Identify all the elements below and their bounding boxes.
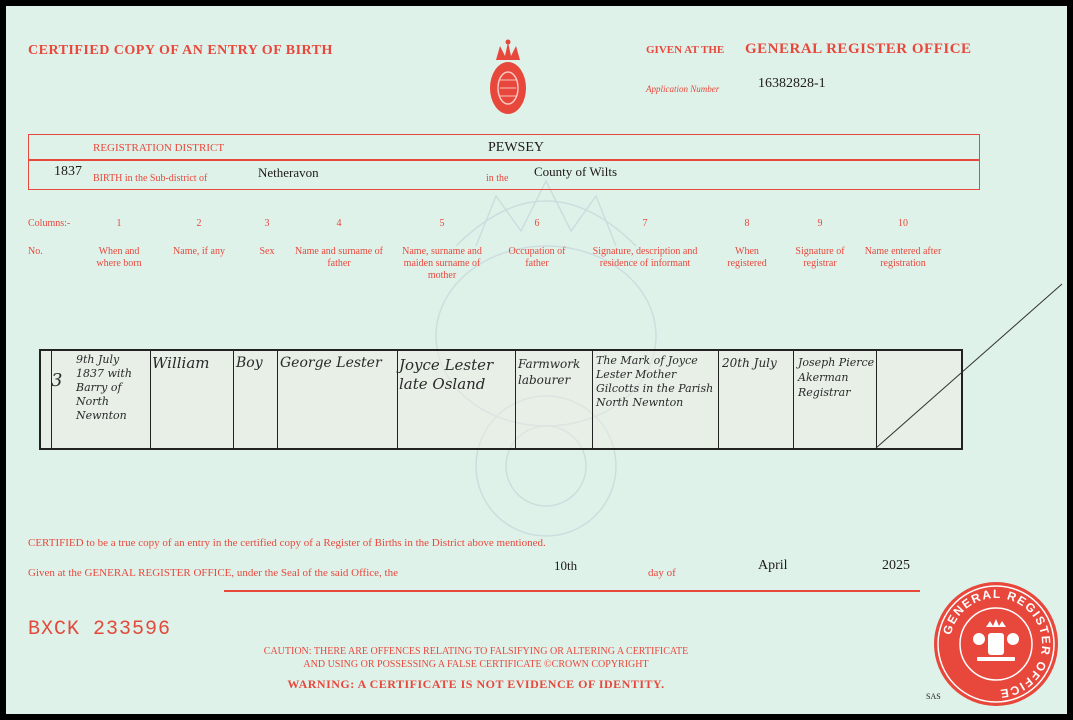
entry-when-where-born: 9th July 1837 with Barry of North Newnton — [76, 353, 132, 422]
issue-month: April — [758, 558, 788, 573]
sas-mark: SAS — [926, 692, 941, 701]
certificate-serial-number: BXCK 233596 — [28, 618, 172, 641]
column-label: Signature of registrar — [795, 246, 845, 269]
district-divider — [29, 159, 979, 161]
seal-lettering: GENERAL REGISTER OFFICE — [940, 586, 1054, 702]
column-number: 3 — [264, 218, 270, 229]
column-label: Name, surname and maiden surname of mother — [402, 246, 482, 281]
column-number: 10 — [898, 218, 908, 229]
caution-line-2: AND USING OR POSSESSING A FALSE CERTIFICATE ©CROWN COPYRIGHT — [303, 659, 649, 670]
general-register-office-heading: GENERAL REGISTER OFFICE — [745, 41, 972, 57]
column-number: 2 — [196, 218, 202, 229]
column-number: 9 — [817, 218, 823, 229]
given-at-statement: Given at the GENERAL REGISTER OFFICE, under the Seal of the said Office, the — [28, 567, 398, 579]
general-register-office-seal — [933, 581, 1059, 707]
certified-statement: CERTIFIED to be a true copy of an entry in the certified copy of a Register of Births in the District above mentioned. — [28, 537, 546, 549]
application-number: 16382828-1 — [758, 76, 826, 91]
issue-day: 10th — [554, 558, 578, 573]
column-number: 6 — [534, 218, 540, 229]
entry-father-name: George Lester — [280, 355, 382, 371]
day-of-label: day of — [648, 567, 676, 579]
registration-district-value: PEWSEY — [488, 140, 544, 155]
in-the-label: in the — [486, 173, 509, 184]
column-label: When registered — [727, 246, 767, 269]
column-label: Signature, description and residence of informant — [592, 246, 698, 269]
certificate-title: CERTIFIED COPY OF AN ENTRY OF BIRTH — [28, 43, 333, 58]
column-label: When and where born — [96, 246, 142, 269]
column-number: 8 — [744, 218, 750, 229]
column-divider — [233, 351, 234, 448]
column-number: 1 — [116, 218, 122, 229]
issue-year: 2025 — [882, 558, 910, 573]
column-divider — [277, 351, 278, 448]
identity-warning: WARNING: A CERTIFICATE IS NOT EVIDENCE OF IDENTITY. — [287, 677, 665, 691]
caution-line-1: CAUTION: THERE ARE OFFENCES RELATING TO FALSIFYING OR ALTERING A CERTIFICATE — [263, 646, 689, 657]
application-number-label: Application Number — [646, 84, 720, 94]
entry-child-name: William — [152, 354, 210, 372]
column-divider — [150, 351, 151, 448]
no-label: No. — [28, 246, 43, 257]
registration-district-label: REGISTRATION DISTRICT — [93, 142, 225, 154]
column-label: Occupation of father — [508, 246, 566, 269]
column-number: 5 — [439, 218, 445, 229]
diagonal-strike-line — [866, 276, 1067, 456]
entry-when-registered: 20th July — [722, 356, 777, 370]
given-at-prefix: GIVEN AT THE — [646, 44, 725, 56]
entry-mother-name: Joyce Lester late Osland — [399, 356, 494, 393]
subdistrict-value: Netheravon — [258, 165, 319, 180]
column-divider — [592, 351, 593, 448]
column-divider — [515, 351, 516, 448]
column-number: 7 — [642, 218, 648, 229]
birth-certificate — [6, 6, 1067, 714]
column-label: Name and surname of father — [294, 246, 384, 269]
column-label: Name, if any — [173, 246, 225, 257]
entry-registrar-signature: Joseph Pierce Akerman Registrar — [798, 356, 875, 399]
entry-father-occupation: Farmwork labourer — [518, 357, 581, 387]
column-divider — [51, 351, 52, 448]
columns-label: Columns:- — [28, 218, 71, 229]
entry-sex: Boy — [236, 355, 263, 371]
column-label: Name entered after registration — [864, 246, 942, 269]
registration-year: 1837 — [54, 164, 82, 179]
column-label: Sex — [259, 246, 275, 257]
royal-crown-emblem-icon — [486, 38, 530, 120]
entry-informant: The Mark of Joyce Lester Mother Gilcotts in the Parish North Newnton — [596, 354, 714, 409]
subdistrict-label: BIRTH in the Sub-district of — [93, 173, 208, 184]
signature-rule — [224, 590, 920, 592]
entry-number: 3 — [51, 370, 63, 391]
county-value: County of Wilts — [534, 164, 618, 179]
column-number: 4 — [336, 218, 342, 229]
